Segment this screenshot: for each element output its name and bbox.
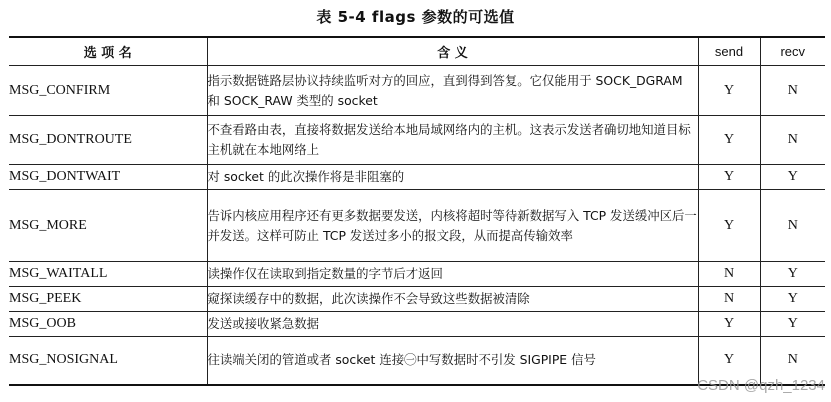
flags-table	[9, 36, 825, 386]
table-row	[9, 116, 825, 165]
flag-meaning: 发送或接收紧急数据	[207, 312, 698, 337]
flag-meaning: 告诉内核应用程序还有更多数据要发送，内核将超时等待新数据写入 TCP 发送缓冲区后一并发送。这样可防止 TCP 发送过多小的报文段，从而提高传输效率	[207, 190, 698, 262]
table-row	[9, 190, 825, 262]
flag-name: MSG_OOB	[9, 312, 207, 337]
recv-value: Y	[760, 165, 825, 190]
table-row	[9, 312, 825, 337]
table-row	[9, 287, 825, 312]
recv-value: Y	[760, 312, 825, 337]
send-value: Y	[698, 116, 760, 165]
flag-name: MSG_WAITALL	[9, 262, 207, 287]
flag-meaning: 窥探读缓存中的数据，此次读操作不会导致这些数据被清除	[207, 287, 698, 312]
recv-value: N	[760, 66, 825, 116]
header-row	[9, 37, 825, 66]
header-option: 选 项 名	[9, 37, 207, 66]
flag-name: MSG_MORE	[9, 190, 207, 262]
send-value: Y	[698, 190, 760, 262]
recv-value: N	[760, 116, 825, 165]
flag-meaning: 对 socket 的此次操作将是非阻塞的	[207, 165, 698, 190]
send-value: Y	[698, 312, 760, 337]
table-row	[9, 262, 825, 287]
send-value: N	[698, 287, 760, 312]
flag-name: MSG_DONTWAIT	[9, 165, 207, 190]
flag-meaning: 指示数据链路层协议持续监听对方的回应，直到得到答复。它仅能用于 SOCK_DGRAM 和 SOCK_RAW 类型的 socket	[207, 66, 698, 116]
table-row	[9, 66, 825, 116]
recv-value: Y	[760, 287, 825, 312]
table-row	[9, 165, 825, 190]
flag-meaning: 不查看路由表，直接将数据发送给本地局域网络内的主机。这表示发送者确切地知道目标主机就在本地网络上	[207, 116, 698, 165]
flag-meaning: 读操作仅在读取到指定数量的字节后才返回	[207, 262, 698, 287]
send-value: Y	[698, 165, 760, 190]
send-value: Y	[698, 66, 760, 116]
send-value: Y	[698, 337, 760, 385]
recv-value: Y	[760, 262, 825, 287]
flag-name: MSG_NOSIGNAL	[9, 337, 207, 385]
watermark: CSDN @qzh_1234	[697, 377, 825, 394]
recv-value: N	[760, 190, 825, 262]
flag-name: MSG_DONTROUTE	[9, 116, 207, 165]
header-recv: recv	[760, 37, 825, 66]
header-meaning: 含 义	[207, 37, 698, 66]
recv-value: N	[760, 337, 825, 385]
header-send: send	[698, 37, 760, 66]
flag-name: MSG_CONFIRM	[9, 66, 207, 116]
flag-name: MSG_PEEK	[9, 287, 207, 312]
send-value: N	[698, 262, 760, 287]
table-caption: 表 5-4 flags 参数的可选值	[316, 8, 515, 26]
flag-meaning: 往读端关闭的管道或者 socket 连接㊀中写数据时不引发 SIGPIPE 信号	[207, 337, 698, 385]
